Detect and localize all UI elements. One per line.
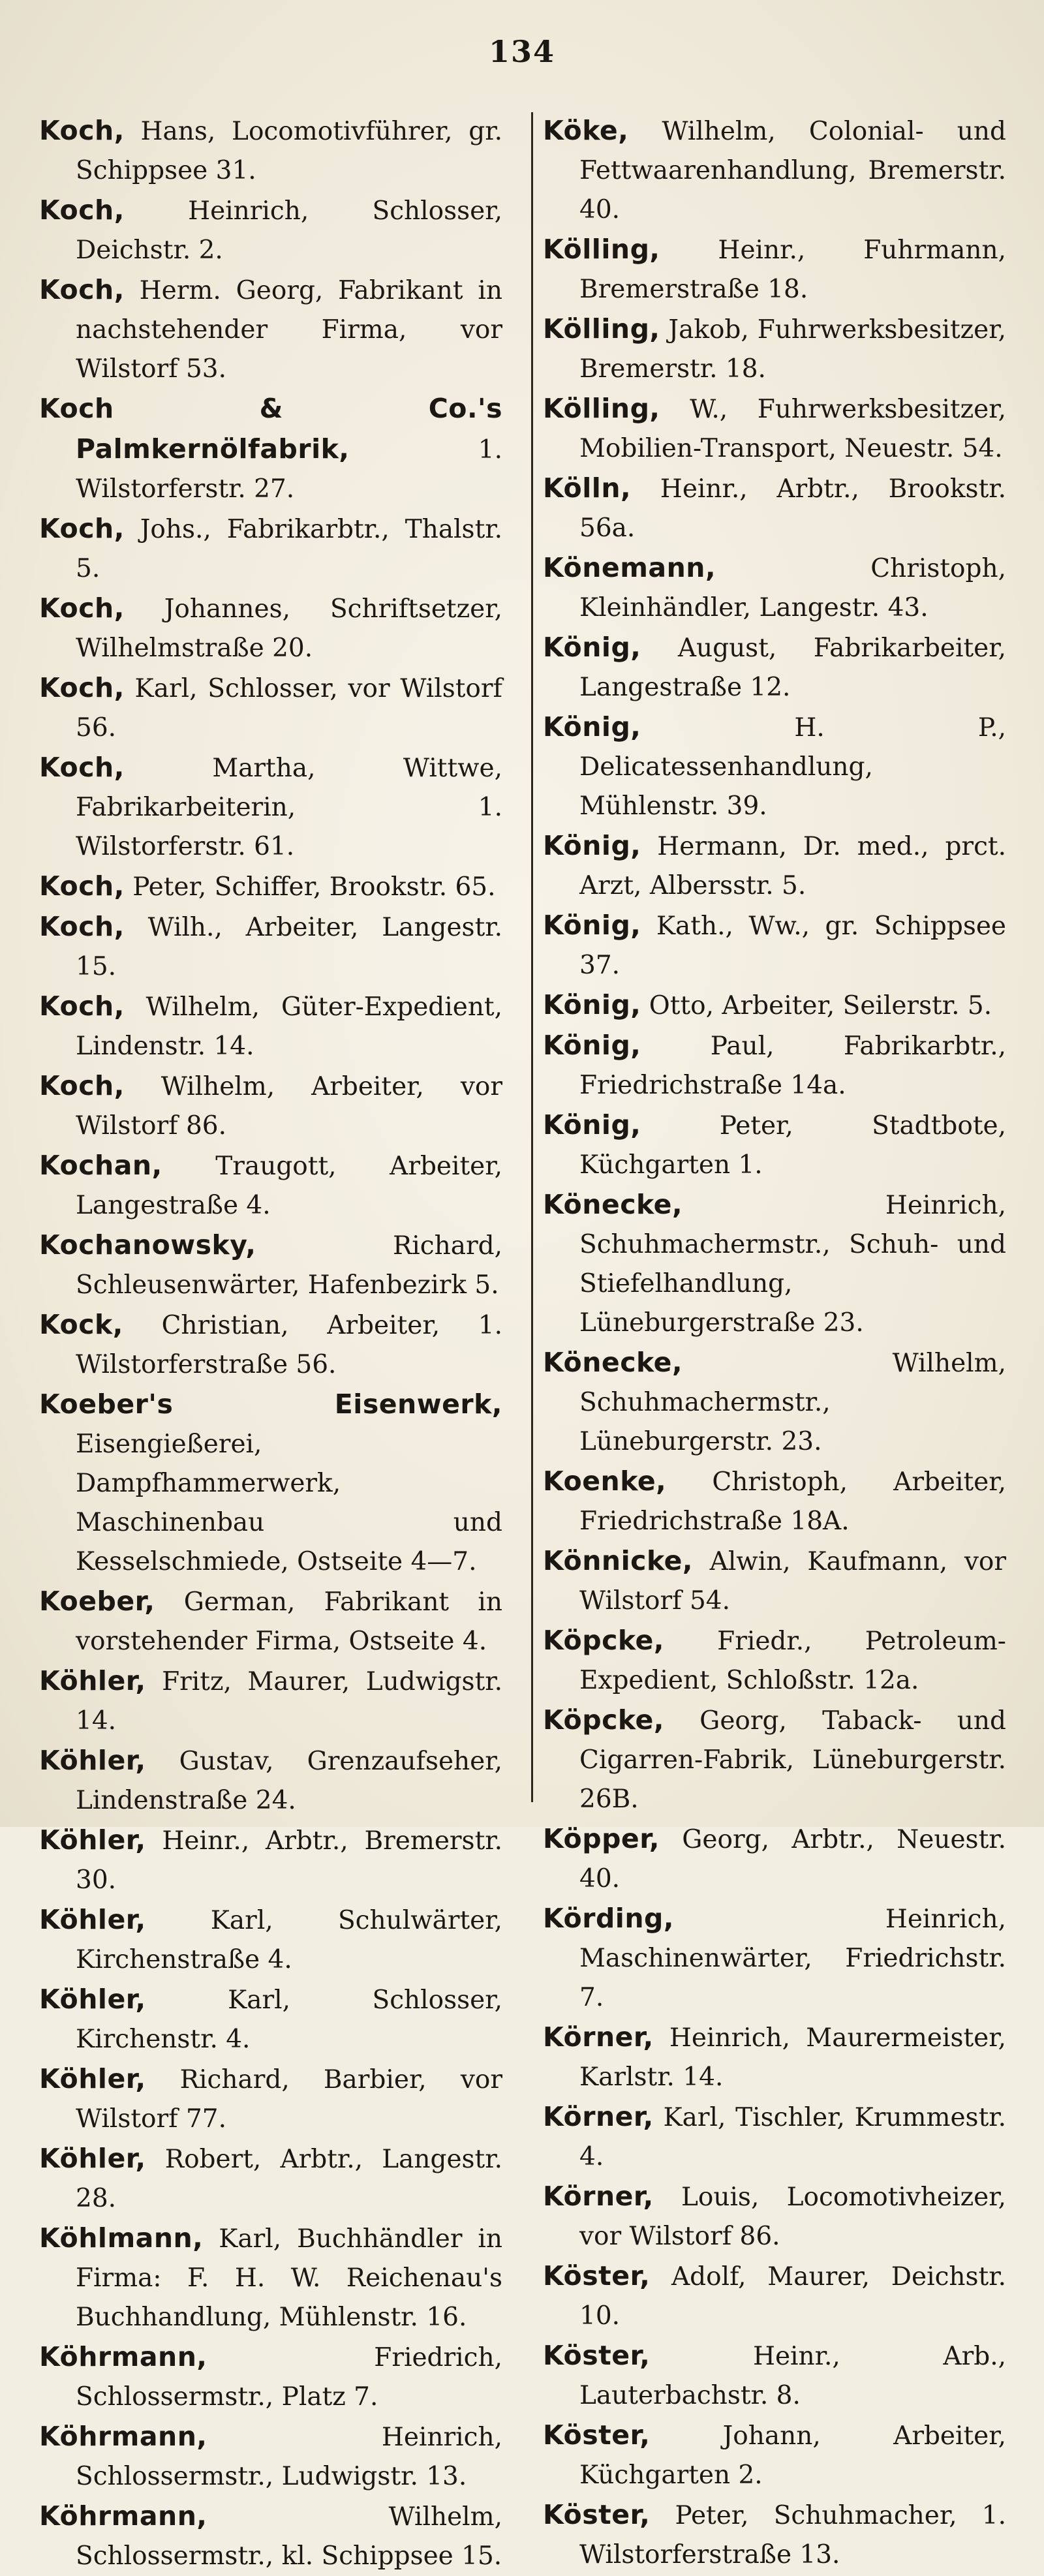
entry-name: Koch, (39, 752, 125, 783)
entry-details: Heinr., Arb., Lauterbachstr. 8. (579, 2342, 1006, 2410)
entry-name: Körner, (543, 2021, 654, 2053)
entry-name: König, (543, 1030, 641, 1061)
entry-details: Richard, Barbier, vor Wilstorf 77. (76, 2065, 502, 2134)
directory-entry (543, 985, 1006, 1026)
entry-details: Friedr., Petroleum-Expedient, Schloßstr. 12a. (579, 1627, 1006, 1695)
entry-details: German, Fabrikant in vorstehender Firma, Ostseite 4. (76, 1587, 502, 1656)
entry-name: Koch, (39, 1070, 125, 1101)
directory-entry (543, 2336, 1006, 2415)
directory-entry (39, 1066, 502, 1146)
entry-details: Martha, Wittwe, Fabrikarbeiterin, 1. Wilstorferstr. 61. (76, 754, 502, 861)
entry-details: Eisengießerei, Dampfhammerwerk, Maschinenbau und Kesselschmiede, Ostseite 4—7. (76, 1430, 502, 1576)
entry-name: Könnicke, (543, 1545, 693, 1576)
column-divider (531, 112, 533, 1802)
directory-entry (39, 589, 502, 668)
entry-details: H. P., Delicatessenhandlung, Mühlenstr. 39. (579, 713, 1006, 821)
entry-details: August, Fabrikarbeiter, Langestraße 12. (579, 634, 1006, 702)
directory-entry (543, 1621, 1006, 1700)
entry-name: Kölln, (543, 472, 632, 504)
directory-entry (39, 668, 502, 748)
entry-details: Heinrich, Schlosser, Deichstr. 2. (76, 196, 502, 265)
entry-details: Peter, Schiffer, Brookstr. 65. (124, 872, 496, 902)
entry-details: Christian, Arbeiter, 1. Wilstorferstraße 56. (76, 1311, 502, 1379)
entry-details: Georg, Arbtr., Neuestr. 40. (579, 1825, 1006, 1894)
entry-details: 1. Wilstorferstr. 27. (76, 435, 502, 504)
entry-details: Wilhelm, Arbeiter, vor Wilstorf 86. (76, 1072, 502, 1141)
entry-name: Körner, (543, 2181, 654, 2212)
entry-name: Köhler, (39, 1904, 146, 1935)
entry-details: Otto, Arbeiter, Seilerstr. 5. (641, 991, 992, 1020)
directory-entry (543, 1899, 1006, 2017)
directory-entry (39, 2059, 502, 2139)
entry-name: Koch, (39, 911, 125, 942)
directory-entry (543, 309, 1006, 389)
entry-details: Karl, Tischler, Krummestr. 4. (579, 2103, 1006, 2171)
directory-entry (39, 2337, 502, 2417)
directory-entry (543, 2177, 1006, 2256)
entry-name: Kock, (39, 1309, 123, 1340)
directory-entry (39, 2496, 502, 2576)
directory-entry (543, 548, 1006, 628)
entry-name: Koch, (39, 990, 125, 1022)
entry-name: Kochanowsky, (39, 1229, 256, 1261)
entry-name: Köke, (543, 115, 629, 146)
entry-name: Könecke, (543, 1347, 683, 1378)
entry-details: Wilhelm, Schuhmachermstr., Lüneburgerstr. 23. (579, 1349, 1006, 1456)
entry-details: Karl, Schlosser, vor Wilstorf 56. (76, 674, 502, 743)
directory-entry (543, 468, 1006, 548)
entry-details: Wilhelm, Güter-Expedient, Lindenstr. 14. (76, 992, 502, 1061)
directory-entry (39, 1225, 502, 1305)
directory-entry (39, 1385, 502, 1582)
directory-entry (543, 1462, 1006, 1541)
directory-entry (39, 1661, 502, 1741)
page-number: 134 (488, 34, 556, 69)
entry-name: Köhler, (39, 2143, 146, 2174)
entry-name: Koeber, (39, 1586, 155, 1617)
entry-details: Peter, Schuhmacher, 1. Wilstorferstraße 13. (579, 2501, 1006, 2569)
entry-name: Köhrmann, (39, 2500, 207, 2532)
entry-name: Köpper, (543, 1823, 660, 1854)
entry-details: Fritz, Maurer, Ludwigstr. 14. (76, 1667, 502, 1736)
entry-details: Traugott, Arbeiter, Langestraße 4. (76, 1152, 502, 1220)
directory-entry (39, 1305, 502, 1385)
directory-entry (39, 509, 502, 589)
entry-details: Heinrich, Schlossermstr., Ludwigstr. 13. (76, 2423, 502, 2491)
entry-details: Karl, Buchhändler in Firma: F. H. W. Reichenau's Buchhandlung, Mühlenstr. 16. (76, 2224, 502, 2332)
entry-details: Adolf, Maurer, Deichstr. 10. (579, 2262, 1006, 2331)
directory-entry (543, 1105, 1006, 1185)
directory-entry (39, 1820, 502, 1900)
directory-entry (39, 866, 502, 907)
directory-entry (543, 707, 1006, 826)
entry-name: Köhler, (39, 1824, 146, 1856)
entry-details: Wilhelm, Colonial- und Fettwaarenhandlung, Bremerstr. 40. (579, 117, 1006, 224)
entry-name: Köhler, (39, 1984, 146, 2015)
entry-details: Johannes, Schriftsetzer, Wilhelmstraße 20. (76, 594, 502, 663)
entry-details: Christoph, Arbeiter, Friedrichstraße 18A. (579, 1467, 1006, 1536)
directory-entry (39, 2417, 502, 2496)
directory-entry (543, 389, 1006, 468)
entry-name: Köhrmann, (39, 2421, 207, 2452)
entry-details: Paul, Fabrikarbtr., Friedrichstraße 14a. (579, 1032, 1006, 1100)
directory-entry (543, 826, 1006, 906)
directory-entry (543, 230, 1006, 309)
directory-entry (39, 1741, 502, 1820)
directory-entry (39, 748, 502, 866)
entry-details: Kath., Ww., gr. Schippsee 37. (579, 912, 1006, 980)
entry-details: Christoph, Kleinhändler, Langestr. 43. (579, 554, 1006, 622)
entry-details: Louis, Locomotivheizer, vor Wilstorf 86. (579, 2183, 1006, 2251)
entry-details: Jakob, Fuhrwerksbesitzer, Bremerstr. 18. (579, 315, 1006, 384)
directory-entry (39, 907, 502, 987)
entry-name: Kölling, (543, 393, 660, 424)
directory-entry (543, 2495, 1006, 2575)
directory-entry (39, 987, 502, 1066)
entry-details: Karl, Schlosser, Kirchenstr. 4. (76, 1986, 502, 2054)
directory-entry (543, 1026, 1006, 1105)
entry-details: Gustav, Grenzaufseher, Lindenstraße 24. (76, 1747, 502, 1815)
entry-name: Köhler, (39, 1665, 146, 1696)
entry-details: Karl, Schulwärter, Kirchenstraße 4. (76, 1906, 502, 1974)
directory-entry (39, 389, 502, 509)
entry-details: Heinr., Fuhrmann, Bremerstraße 18. (579, 236, 1006, 304)
entry-name: Köhler, (39, 2063, 146, 2094)
entry-name: König, (543, 989, 641, 1020)
entry-name: Koch, (39, 194, 125, 226)
entry-details: Hermann, Dr. med., prct. Arzt, Albersstr. 5. (579, 832, 1006, 900)
entry-name: Köster, (543, 2260, 651, 2292)
entry-name: Koch, (39, 115, 125, 146)
directory-entry (39, 1146, 502, 1225)
entry-name: Koeber's Eisenwerk, (39, 1388, 502, 1420)
directory-entry (543, 2256, 1006, 2336)
entry-name: Köpcke, (543, 1704, 664, 1736)
directory-entry (543, 1541, 1006, 1621)
entry-details: Heinrich, Maschinenwärter, Friedrichstr. 7. (579, 1905, 1006, 2012)
entry-details: Heinrich, Schuhmachermstr., Schuh- und Stiefelhandlung, Lüneburgerstraße 23. (579, 1191, 1006, 1338)
entry-details: Johs., Fabrikarbtr., Thalstr. 5. (76, 515, 502, 583)
entry-name: Könemann, (543, 552, 716, 583)
entry-name: Kölling, (543, 234, 660, 265)
entry-details: Herm. Georg, Fabrikant in nachstehender Firma, vor Wilstorf 53. (76, 276, 502, 384)
entry-name: Köster, (543, 2340, 651, 2371)
entry-name: Köhrmann, (39, 2341, 207, 2372)
entry-details: Wilh., Arbeiter, Langestr. 15. (76, 913, 502, 981)
entry-details: Hans, Locomotivführer, gr. Schippsee 31. (76, 117, 502, 185)
directory-entry (39, 1900, 502, 1980)
directory-entry (39, 2139, 502, 2218)
entry-details: Friedrich, Schlossermstr., Platz 7. (76, 2343, 502, 2412)
entry-name: Koch & Co.'s Palmkernölfabrik, (39, 393, 502, 465)
entry-details: Georg, Taback- und Cigarren-Fabrik, Lüneburgerstr. 26B. (579, 1706, 1006, 1814)
entry-name: Körding, (543, 1903, 674, 1934)
entry-name: Kölling, (543, 313, 660, 345)
entry-details: Johann, Arbeiter, Küchgarten 2. (579, 2421, 1006, 2490)
entry-name: Koch, (39, 592, 125, 624)
directory-entry (543, 1343, 1006, 1462)
entry-name: Köster, (543, 2419, 651, 2451)
entry-details: Peter, Stadtbote, Küchgarten 1. (579, 1111, 1006, 1180)
entry-name: König, (543, 632, 641, 663)
directory-entry (39, 2218, 502, 2337)
entry-details: Heinr., Arbtr., Bremerstr. 30. (76, 1826, 502, 1895)
entry-name: Koenke, (543, 1465, 667, 1497)
directory-entry (39, 191, 502, 270)
left-column (39, 111, 502, 2576)
entry-name: Könecke, (543, 1189, 683, 1220)
directory-entry (39, 1980, 502, 2059)
entry-details: Robert, Arbtr., Langestr. 28. (76, 2145, 502, 2213)
entry-name: Koch, (39, 672, 125, 703)
entry-name: Köster, (543, 2499, 651, 2530)
directory-entry (543, 2097, 1006, 2177)
entry-details: Richard, Schleusenwärter, Hafenbezirk 5. (76, 1231, 502, 1300)
directory-entry (543, 628, 1006, 707)
entry-name: Köhlmann, (39, 2222, 204, 2254)
entry-name: König, (543, 711, 641, 743)
right-column (543, 111, 1006, 2575)
entry-name: Köhler, (39, 1745, 146, 1776)
directory-entry (39, 270, 502, 389)
entry-name: Körner, (543, 2101, 654, 2132)
entry-details: Wilhelm, Schlossermstr., kl. Schippsee 15. (76, 2502, 502, 2571)
entry-name: König, (543, 1109, 641, 1141)
entry-name: Koch, (39, 274, 125, 305)
entry-name: König, (543, 910, 641, 941)
entry-name: Köpcke, (543, 1625, 664, 1656)
entry-name: Kochan, (39, 1150, 162, 1181)
entry-details: Heinrich, Maurermeister, Karlstr. 14. (579, 2023, 1006, 2092)
directory-entry (39, 111, 502, 191)
directory-entry (543, 1185, 1006, 1343)
entry-name: Koch, (39, 870, 125, 902)
directory-entry (543, 2017, 1006, 2097)
entry-details: W., Fuhrwerksbesitzer, Mobilien-Transport, Neuestr. 54. (579, 395, 1006, 463)
entry-details: Alwin, Kaufmann, vor Wilstorf 54. (579, 1547, 1006, 1616)
directory-entry (39, 1582, 502, 1661)
directory-entry (543, 111, 1006, 230)
directory-entry (543, 1700, 1006, 1819)
entry-name: Koch, (39, 513, 125, 544)
entry-name: König, (543, 830, 641, 861)
directory-entry (543, 2415, 1006, 2495)
directory-entry (543, 1819, 1006, 1899)
directory-entry (543, 906, 1006, 985)
entry-details: Heinr., Arbtr., Brookstr. 56a. (579, 474, 1006, 543)
